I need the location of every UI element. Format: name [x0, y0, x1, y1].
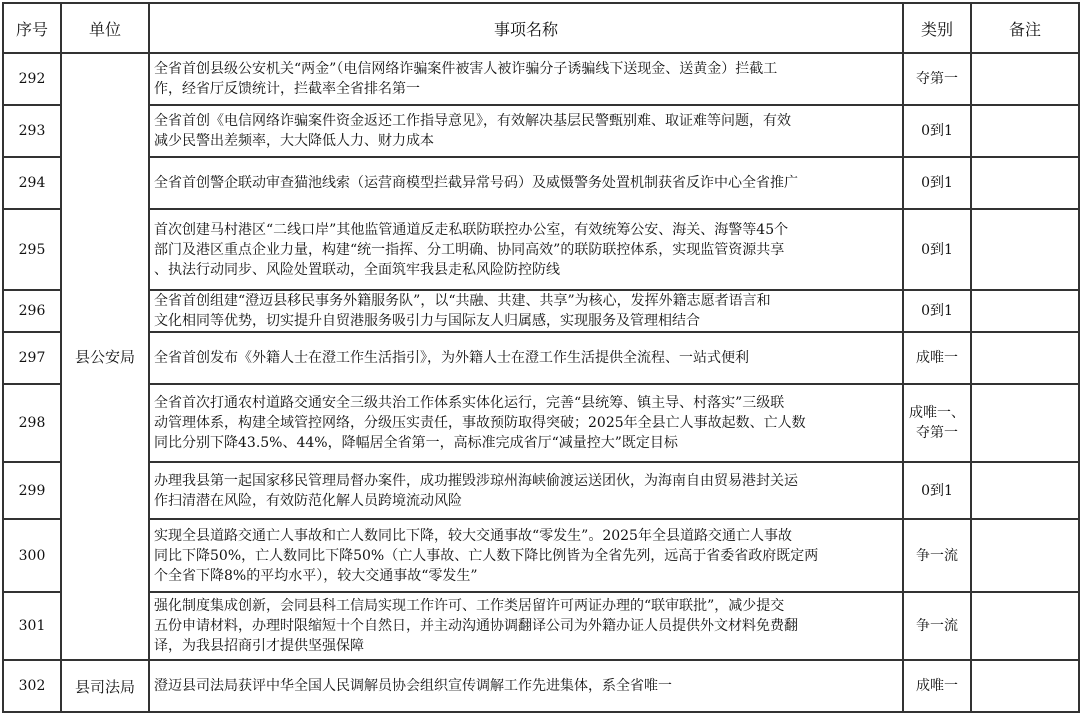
item-text-line: 全省首创警企联动审查猫池线索（运营商模型拦截异常号码）及威慑警务处置机制获省反诈中心全省推广 [154, 175, 798, 191]
table-row [3, 332, 1079, 384]
category-text: 争一流 [916, 547, 958, 564]
category-text: 0到1 [921, 241, 953, 258]
seq-cell: 297 [3, 332, 61, 384]
category-cell [903, 209, 971, 290]
category-text: 夺第一 [916, 425, 958, 441]
table-row [3, 105, 1079, 157]
table-row [3, 53, 1079, 105]
category-cell [903, 462, 971, 519]
achievements-table [2, 2, 1080, 713]
header-remark: 备注 [971, 3, 1079, 53]
item-text-line: 减少民警出差频率，大大降低人力、财力成本 [154, 133, 434, 149]
category-text: 成唯一 [916, 350, 958, 366]
remark-cell [971, 209, 1079, 290]
header-unit: 单位 [61, 3, 149, 53]
item-text-line: 澄迈县司法局获评中华全国人民调解员协会组织宣传调解工作先进集体，系全省唯一 [154, 678, 672, 694]
item-text-line: 作，经省厅反馈统计，拦截率全省排名第一 [154, 81, 420, 97]
header-seq: 序号 [3, 3, 61, 53]
item-cell [149, 105, 903, 157]
item-cell [149, 660, 903, 712]
item-text-line: 实现全县道路交通亡人事故和亡人数同比下降，较大交通事故“零发生”。2025年全县道路交通亡人事故 [154, 527, 792, 544]
remark-cell [971, 290, 1079, 332]
seq-cell: 299 [3, 462, 61, 519]
item-cell [149, 290, 903, 332]
table-row [3, 290, 1079, 332]
category-cell [903, 290, 971, 332]
remark-cell [971, 157, 1079, 209]
seq-cell: 296 [3, 290, 61, 332]
table-row [3, 157, 1079, 209]
item-text-line: 全省首次打通农村道路交通安全三级共治工作体系实体化运行，完善“县统筹、镇主导、村落实”三级联 [154, 395, 785, 411]
item-text-line: 、执法行动同步、风险处置联动，全面筑牢我县走私风险防控防线 [154, 261, 560, 278]
item-cell [149, 462, 903, 519]
item-text-line: 首次创建马村港区“二线口岸”其他监管通道反走私联防联控办公室，有效统筹公安、海关、海警等45个 [154, 221, 789, 238]
category-text: 夺第一 [916, 71, 958, 87]
item-text-line: 全省首创发布《外籍人士在澄工作生活指引》，为外籍人士在澄工作生活提供全流程、一站式便利 [154, 350, 749, 366]
category-text: 0到1 [921, 123, 953, 139]
category-cell [903, 519, 971, 592]
item-text-line: 同比下降50%，亡人数同比下降50%（亡人事故、亡人数下降比例皆为全省先列，远高于省委省政府既定两 [154, 547, 819, 564]
remark-cell [971, 384, 1079, 462]
item-cell [149, 332, 903, 384]
item-cell [149, 592, 903, 660]
item-text-line: 办理我县第一起国家移民管理局督办案件，成功摧毁涉琼州海峡偷渡运送团伙，为海南自由贸易港封关运 [154, 472, 798, 489]
category-text: 争一流 [916, 618, 958, 634]
category-cell [903, 157, 971, 209]
category-text: 0到1 [921, 482, 953, 499]
category-cell [903, 384, 971, 462]
item-cell [149, 53, 903, 105]
unit-cell: 县公安局 [61, 53, 149, 660]
item-cell [149, 384, 903, 462]
header-category: 类别 [903, 3, 971, 53]
table-row [3, 209, 1079, 290]
seq-cell: 302 [3, 660, 61, 712]
seq-cell: 301 [3, 592, 61, 660]
table-row [3, 519, 1079, 592]
table-row [3, 660, 1079, 712]
seq-cell: 294 [3, 157, 61, 209]
item-text-line: 强化制度集成创新，会同县科工信局实现工作许可、工作类居留许可两证办理的“联审联批”，减少提交 [154, 598, 785, 614]
seq-cell: 293 [3, 105, 61, 157]
remark-cell [971, 519, 1079, 592]
table-row [3, 592, 1079, 660]
item-text-line: 全省首创《电信网络诈骗案件资金返还工作指导意见》，有效解决基层民警甄别难、取证难等问题，有效 [154, 113, 791, 129]
category-cell [903, 105, 971, 157]
remark-cell [971, 660, 1079, 712]
remark-cell [971, 105, 1079, 157]
remark-cell [971, 462, 1079, 519]
category-text: 成唯一 [916, 678, 958, 694]
remark-cell [971, 53, 1079, 105]
remark-cell [971, 332, 1079, 384]
item-text-line: 五份申请材料，办理时限缩短十个自然日，并主动沟通协调翻译公司为外籍办证人员提供外文材料免费翻 [154, 618, 798, 634]
header-item: 事项名称 [149, 3, 903, 53]
item-cell [149, 157, 903, 209]
category-cell [903, 660, 971, 712]
seq-cell: 298 [3, 384, 61, 462]
item-text-line: 译，为我县招商引才提供坚强保障 [154, 638, 364, 654]
item-text-line: 同比分别下降43.5%、44%，降幅居全省第一，高标准完成省厅“减量控大”既定目标 [154, 435, 678, 451]
remark-cell [971, 592, 1079, 660]
category-cell [903, 592, 971, 660]
category-cell [903, 53, 971, 105]
item-text-line: 动管理体系，构建全域管控网络，分级压实责任，事故预防取得突破；2025年全县亡人事故起数、亡人数 [154, 415, 806, 431]
unit-cell: 县司法局 [61, 660, 149, 712]
category-cell [903, 332, 971, 384]
item-text-line: 文化相同等优势，切实提升自贸港服务吸引力与国际友人归属感，实现服务及管理相结合 [154, 313, 700, 329]
category-text: 0到1 [921, 303, 953, 319]
item-text-line: 个全省下降8%的平均水平），较大交通事故“零发生” [154, 567, 478, 584]
table-row [3, 384, 1079, 462]
item-text-line: 作扫清潜在风险，有效防范化解人员跨境流动风险 [154, 492, 462, 509]
category-text: 0到1 [921, 175, 953, 191]
seq-cell: 300 [3, 519, 61, 592]
item-cell [149, 519, 903, 592]
table-row [3, 462, 1079, 519]
seq-cell: 292 [3, 53, 61, 105]
seq-cell: 295 [3, 209, 61, 290]
item-text-line: 全省首创县级公安机关“两金”（电信网络诈骗案件被害人被诈骗分子诱骗线下送现金、送黄金）拦截工 [154, 61, 778, 77]
table-header-row [3, 3, 1079, 53]
item-text-line: 全省首创组建“澄迈县移民事务外籍服务队”，以“共融、共建、共享”为核心，发挥外籍志愿者语言和 [154, 293, 771, 309]
item-text-line: 部门及港区重点企业力量，构建“统一指挥、分工明确、协同高效”的联防联控体系，实现监管资源共享 [154, 241, 785, 258]
item-cell [149, 209, 903, 290]
category-text: 成唯一、 [909, 405, 965, 421]
